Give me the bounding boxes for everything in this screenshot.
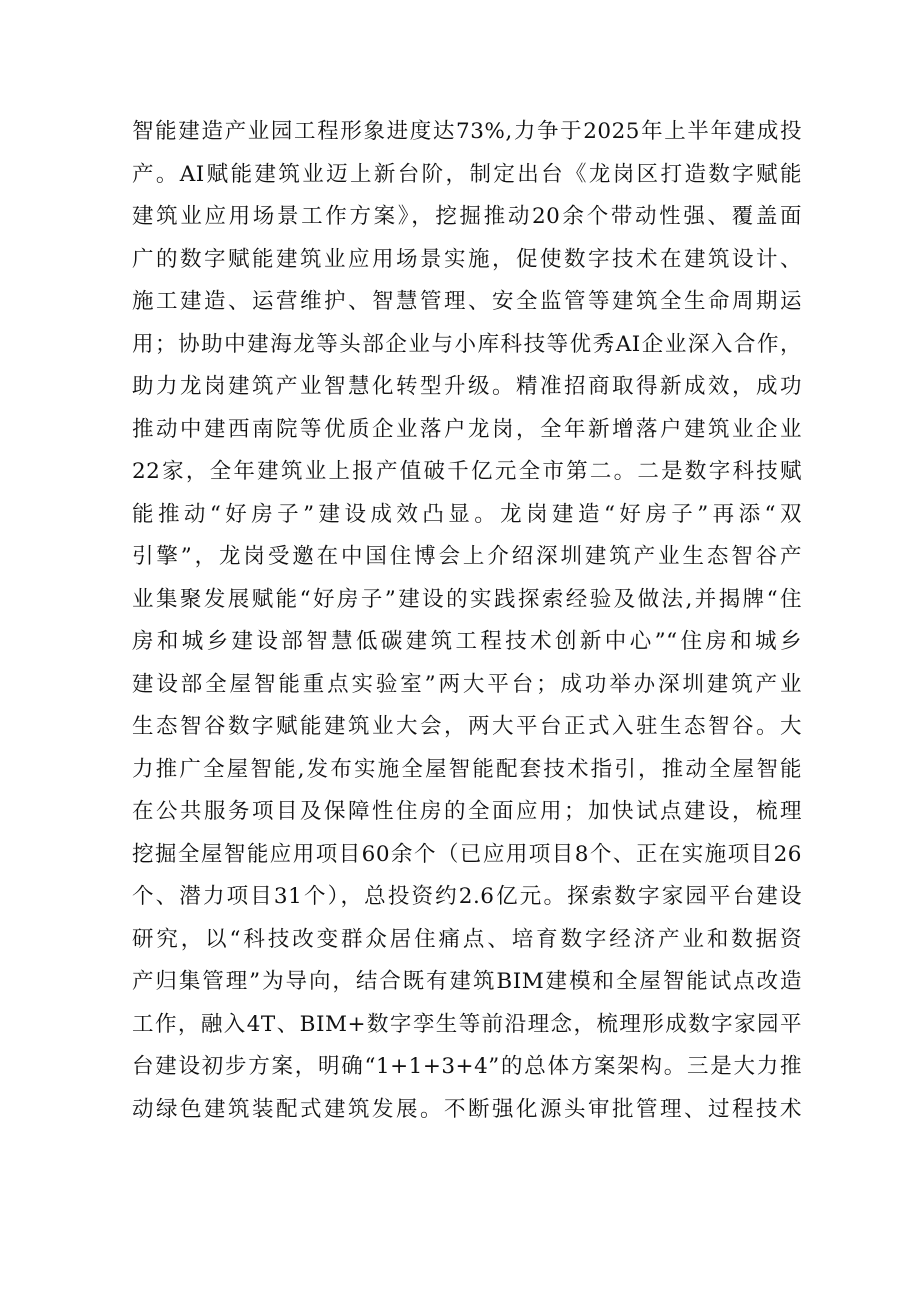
text-line: 台建设初步方案，明确“1+1+3+4”的总体方案架构。三是大力推 — [132, 1054, 802, 1079]
text-line: 建设部全屋智能重点实验室”两大平台；成功举办深圳建筑产业 — [132, 671, 802, 697]
text-line: 生态智谷数字赋能建筑业大会，两大平台正式入驻生态智谷。大 — [132, 714, 802, 739]
text-line: 建筑业应用场景工作方案》，挖掘推动20余个带动性强、覆盖面 — [132, 204, 802, 229]
text-line: 产归集管理”为导向，结合既有建筑BIM建模和全屋智能试点改造 — [132, 969, 802, 994]
text-line: 施工建造、运营维护、智慧管理、安全监管等建筑全生命周期运 — [132, 289, 802, 314]
text-line: 业集聚发展赋能“好房子”建设的实践探索经验及做法,并揭牌“住 — [132, 586, 802, 612]
text-line: 房和城乡建设部智慧低碳建筑工程技术创新中心”“住房和城乡 — [132, 629, 802, 654]
text-line: 助力龙岗建筑产业智慧化转型升级。精准招商取得新成效，成功 — [132, 374, 802, 399]
text-line: 能推动“好房子”建设成效凸显。龙岗建造“好房子”再添“双 — [132, 501, 802, 527]
text-line: 引擎”，龙岗受邀在中国住博会上介绍深圳建筑产业生态智谷产 — [132, 544, 802, 569]
text-line: 智能建造产业园工程形象进度达73%,力争于2025年上半年建成投 — [132, 119, 802, 144]
text-line: 广的数字赋能建筑业应用场景实施，促使数字技术在建筑设计、 — [132, 246, 802, 272]
text-line: 工作，融入4T、BIM+数字孪生等前沿理念，梳理形成数字家园平 — [132, 1011, 802, 1037]
text-line: 推动中建西南院等优质企业落户龙岗，全年新增落户建筑业企业 — [132, 416, 802, 442]
text-line: 力推广全屋智能,发布实施全屋智能配套技术指引，推动全屋智能 — [132, 756, 802, 782]
text-line: 产。AI赋能建筑业迈上新台阶，制定出台《龙岗区打造数字赋能 — [132, 161, 802, 187]
text-line: 挖掘全屋智能应用项目60余个（已应用项目8个、正在实施项目26 — [132, 841, 802, 867]
text-line: 动绿色建筑装配式建筑发展。不断强化源头审批管理、过程技术 — [132, 1096, 802, 1122]
text-line: 个、潜力项目31个），总投资约2.6亿元。探索数字家园平台建设 — [132, 884, 802, 909]
text-line: 研究，以“科技改变群众居住痛点、培育数字经济产业和数据资 — [132, 926, 802, 952]
body-paragraph — [132, 111, 802, 1131]
text-line: 22家，全年建筑业上报产值破千亿元全市第二。二是数字科技赋 — [132, 459, 802, 484]
text-line: 在公共服务项目及保障性住房的全面应用；加快试点建设，梳理 — [132, 799, 802, 824]
text-line: 用；协助中建海龙等头部企业与小库科技等优秀AI企业深入合作， — [132, 331, 802, 357]
